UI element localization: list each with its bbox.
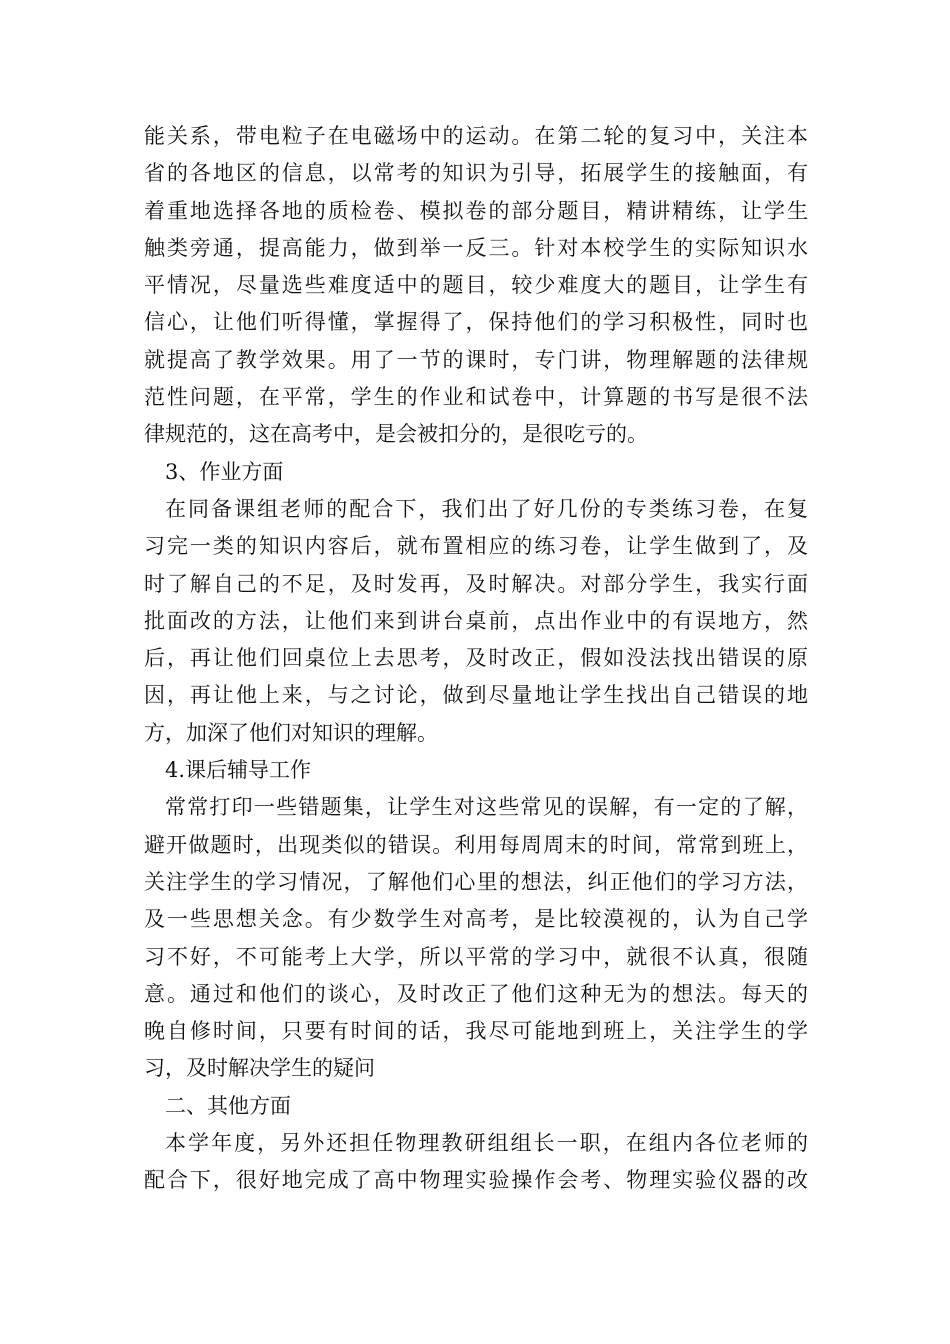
text-line: 后，再让他们回桌位上去思考，及时改正，假如没法找出错误的原	[144, 646, 808, 671]
text-line: 批面改的方法，让他们来到讲台桌前，点出作业中的有误地方，然	[144, 608, 808, 633]
section-heading: 二、其他方面	[165, 1093, 291, 1118]
text-line: 意。通过和他们的谈心，及时改正了他们这种无为的想法。每天的	[144, 981, 808, 1006]
section-heading: 4.课后辅导工作	[165, 758, 312, 783]
text-line: 配合下，很好地完成了高中物理实验操作会考、物理实验仪器的改	[144, 1168, 808, 1193]
section-heading: 3、作业方面	[165, 459, 284, 484]
text-line: 着重地选择各地的质检卷、模拟卷的部分题目，精讲精练，让学生	[144, 198, 808, 223]
text-line: 关注学生的学习情况，了解他们心里的想法，纠正他们的学习方法，	[144, 869, 808, 894]
text-line: 在同备课组老师的配合下，我们出了好几份的专类练习卷，在复	[165, 496, 808, 521]
text-line: 时了解自己的不足，及时发再，及时解决。对部分学生，我实行面	[144, 571, 808, 596]
text-line: 平情况，尽量选些难度适中的题目，较少难度大的题目，让学生有	[144, 273, 808, 298]
text-line: 律规范的，这在高考中，是会被扣分的，是很吃亏的。	[144, 422, 648, 447]
text-line: 省的各地区的信息，以常考的知识为引导，拓展学生的接触面，有	[144, 161, 808, 186]
text-line: 及一些思想关念。有少数学生对高考，是比较漠视的，认为自己学	[144, 907, 808, 932]
text-line: 避开做题时，出现类似的错误。利用每周周末的时间，常常到班上，	[144, 832, 808, 857]
text-line: 就提高了教学效果。用了一节的课时，专门讲，物理解题的法律规	[144, 347, 808, 372]
text-line: 方，加深了他们对知识的理解。	[144, 720, 438, 745]
text-line: 范性问题，在平常，学生的作业和试卷中，计算题的书写是很不法	[144, 385, 808, 410]
text-line: 触类旁通，提高能力，做到举一反三。针对本校学生的实际知识水	[144, 235, 808, 260]
text-line: 本学年度，另外还担任物理教研组组长一职，在组内各位老师的	[165, 1131, 808, 1156]
document-body	[144, 118, 808, 1200]
text-line: 晚自修时间，只要有时间的话，我尽可能地到班上，关注学生的学	[144, 1019, 808, 1044]
text-line: 信心，让他们听得懂，掌握得了，保持他们的学习积极性，同时也	[144, 310, 808, 335]
text-line: 能关系，带电粒子在电磁场中的运动。在第二轮的复习中，关注本	[144, 124, 808, 148]
text-line: 习，及时解决学生的疑问	[144, 1056, 375, 1081]
text-line: 习不好，不可能考上大学，所以平常的学习中，就很不认真，很随	[144, 944, 808, 969]
text-line: 因，再让他上来，与之讨论，做到尽量地让学生找出自己错误的地	[144, 683, 808, 708]
text-line: 常常打印一些错题集，让学生对这些常见的误解，有一定的了解，	[165, 795, 808, 820]
text-line: 习完一类的知识内容后，就布置相应的练习卷，让学生做到了，及	[144, 534, 808, 559]
